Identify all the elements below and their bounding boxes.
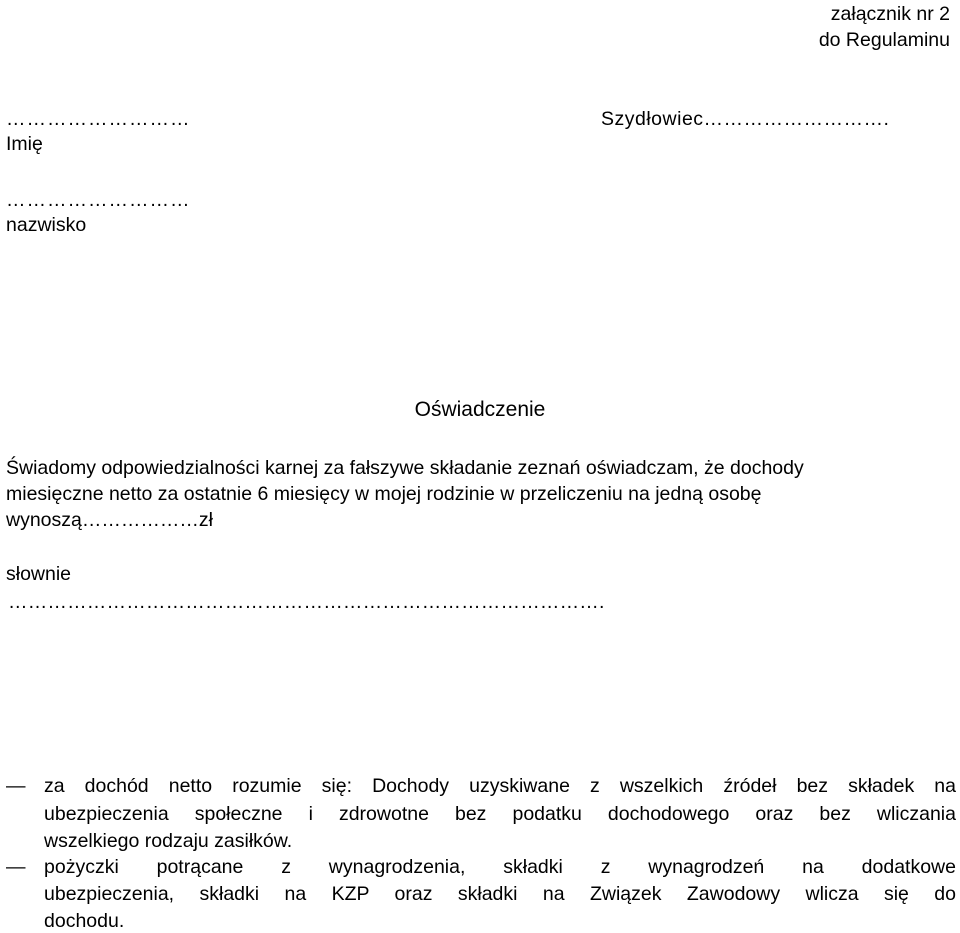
statement-line-2: miesięczne netto za ostatnie 6 miesięcy w mojej rodzinie w przeliczeniu na jedną osobę [6,483,762,505]
note-1-line-3: wszelkiego rodzaju zasiłków. [44,830,293,852]
in-words-dots: ………………………………………………………………………………. [8,591,605,613]
dash-bullet-icon: — [6,856,26,878]
note-income-definition [6,774,956,850]
statement-line-3: wynoszą………………zł [6,509,213,531]
note-1-line-1: za dochód netto rozumie się: Dochody uzyskiwane z wszelkich źródeł bez składek na [44,775,956,797]
first-name-label: Imię [6,133,43,155]
place-date-field: Szydłowiec………………………. [601,108,890,130]
first-name-dots: ……………………… [6,108,191,130]
annex-label-line2: do Regulaminu [818,29,950,51]
note-text [44,774,956,853]
note-text [44,855,956,933]
last-name-dots: ……………………… [6,189,191,211]
note-2-line-2: ubezpieczenia, składki na KZP oraz składki na Związek Zawodowy wlicza się do [44,883,956,905]
in-words-label: słownie [6,563,72,585]
document-title: Oświadczenie [414,398,546,421]
annex-label-line1: załącznik nr 2 [830,3,950,25]
last-name-label: nazwisko [6,214,87,236]
note-2-line-3: dochodu. [44,910,125,932]
dash-bullet-icon: — [6,775,26,797]
note-2-line-1: pożyczki potrącane z wynagrodzenia, składki z wynagrodzeń na dodatkowe [44,856,956,878]
note-loans [6,855,956,931]
note-1-line-2: ubezpieczenia społeczne i zdrowotne bez podatku dochodowego oraz bez wliczania [44,803,956,825]
statement-line-1: Świadomy odpowiedzialności karnej za fałszywe składanie zeznań oświadczam, że dochody [6,457,804,479]
